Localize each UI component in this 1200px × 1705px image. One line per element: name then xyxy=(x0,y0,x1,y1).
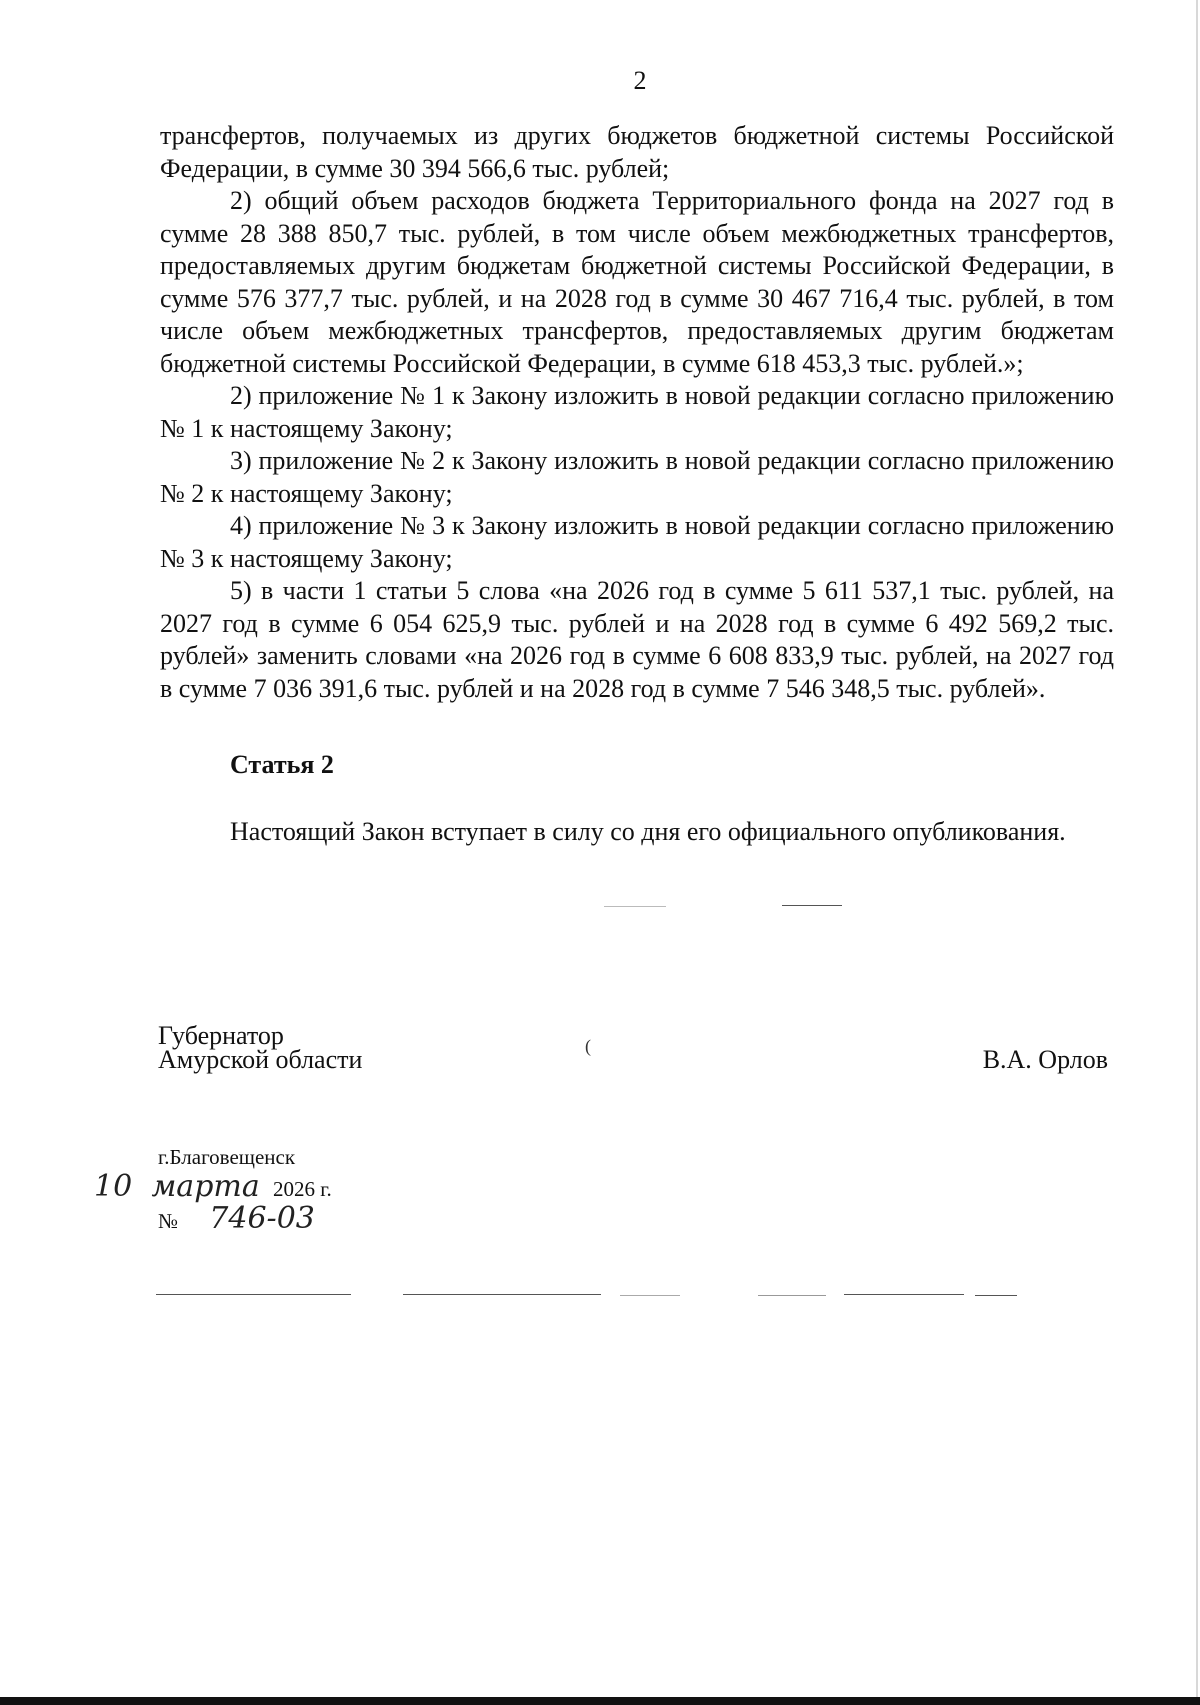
footer-year: 2026 г. xyxy=(272,1177,332,1201)
paragraph-continuation: трансфертов, получаемых из других бюджетов бюджетной системы Российской Федерации, в сумме 30 394 566,6 тыс. рублей; xyxy=(160,121,1114,183)
signature-position-line2: Амурской области xyxy=(158,1045,363,1074)
scan-artifact-line xyxy=(975,1295,1017,1296)
footer-date xyxy=(94,1169,374,1204)
article-2-text: Настоящий Закон вступает в силу со дня его официального опубликования. xyxy=(230,816,1066,846)
scan-edge-right xyxy=(1196,0,1198,1705)
footer-number xyxy=(158,1201,374,1236)
article-2-heading: Статья 2 xyxy=(230,750,334,779)
scan-edge-bottom xyxy=(0,1697,1200,1705)
paragraph-appendix-2: 3) приложение № 2 к Закону изложить в новой редакции согласно приложению № 2 к настоящему Закону; xyxy=(160,446,1114,508)
handwritten-month: марта xyxy=(151,1169,260,1204)
scan-artifact-line xyxy=(403,1294,601,1295)
scan-artifact-mark: ( xyxy=(585,1036,591,1056)
handwritten-day: 10 xyxy=(94,1169,133,1204)
paragraph-appendix-3: 4) приложение № 3 к Закону изложить в новой редакции согласно приложению № 3 к настоящему Закону; xyxy=(160,511,1114,573)
handwritten-number: 746-03 xyxy=(209,1201,315,1236)
paragraph-article-5-amendment: 5) в части 1 статьи 5 слова «на 2026 год в сумме 5 611 537,1 тыс. рублей, на 2027 год в сумме 6 054 625,9 тыс. рублей и на 2028 год в сумме 6 492 569,2 тыс. рублей» заменить словами «на 2026 год в сумме 6 608 833,9 тыс. рублей, на 2027 год в сумме 7 036 391,6 тыс. рублей и на 2028 год в сумме 7 546 348,5 тыс. рублей». xyxy=(160,576,1114,703)
scan-artifact-line xyxy=(604,906,666,907)
document-body xyxy=(160,120,1114,848)
signature-name: В.А. Орлов xyxy=(982,1045,1108,1074)
number-label: № xyxy=(158,1209,179,1233)
scan-artifact-line xyxy=(620,1295,680,1296)
signature-position-line1: Губернатор xyxy=(158,1021,284,1050)
paragraph-appendix-1: 2) приложение № 1 к Закону изложить в новой редакции согласно приложению № 1 к настоящему Закону; xyxy=(160,381,1114,443)
scan-artifact-line xyxy=(782,905,842,906)
signature-block xyxy=(158,1021,1108,1074)
document-footer xyxy=(94,1142,374,1236)
scan-artifact-line xyxy=(844,1294,964,1295)
page-number: 2 xyxy=(633,66,647,95)
scan-artifact-line xyxy=(758,1295,826,1296)
paragraph-expenses-2027-2028: 2) общий объем расходов бюджета Территориального фонда на 2027 год в сумме 28 388 850,7 тыс. рублей, в том числе объем межбюджетных трансфертов, предоставляемых другим бюджетам бюджетной системы Российской Федерации, в сумме 576 377,7 тыс. рублей, и на 2028 год в сумме 30 467 716,4 тыс. рублей, в том числе объем межбюджетных трансфертов, предоставляемых другим бюджетам бюджетной системы Российской Федерации, в сумме 618 453,3 тыс. рублей.»; xyxy=(160,186,1114,378)
scan-artifact-line xyxy=(156,1294,351,1295)
footer-city: г.Благовещенск xyxy=(158,1145,296,1169)
